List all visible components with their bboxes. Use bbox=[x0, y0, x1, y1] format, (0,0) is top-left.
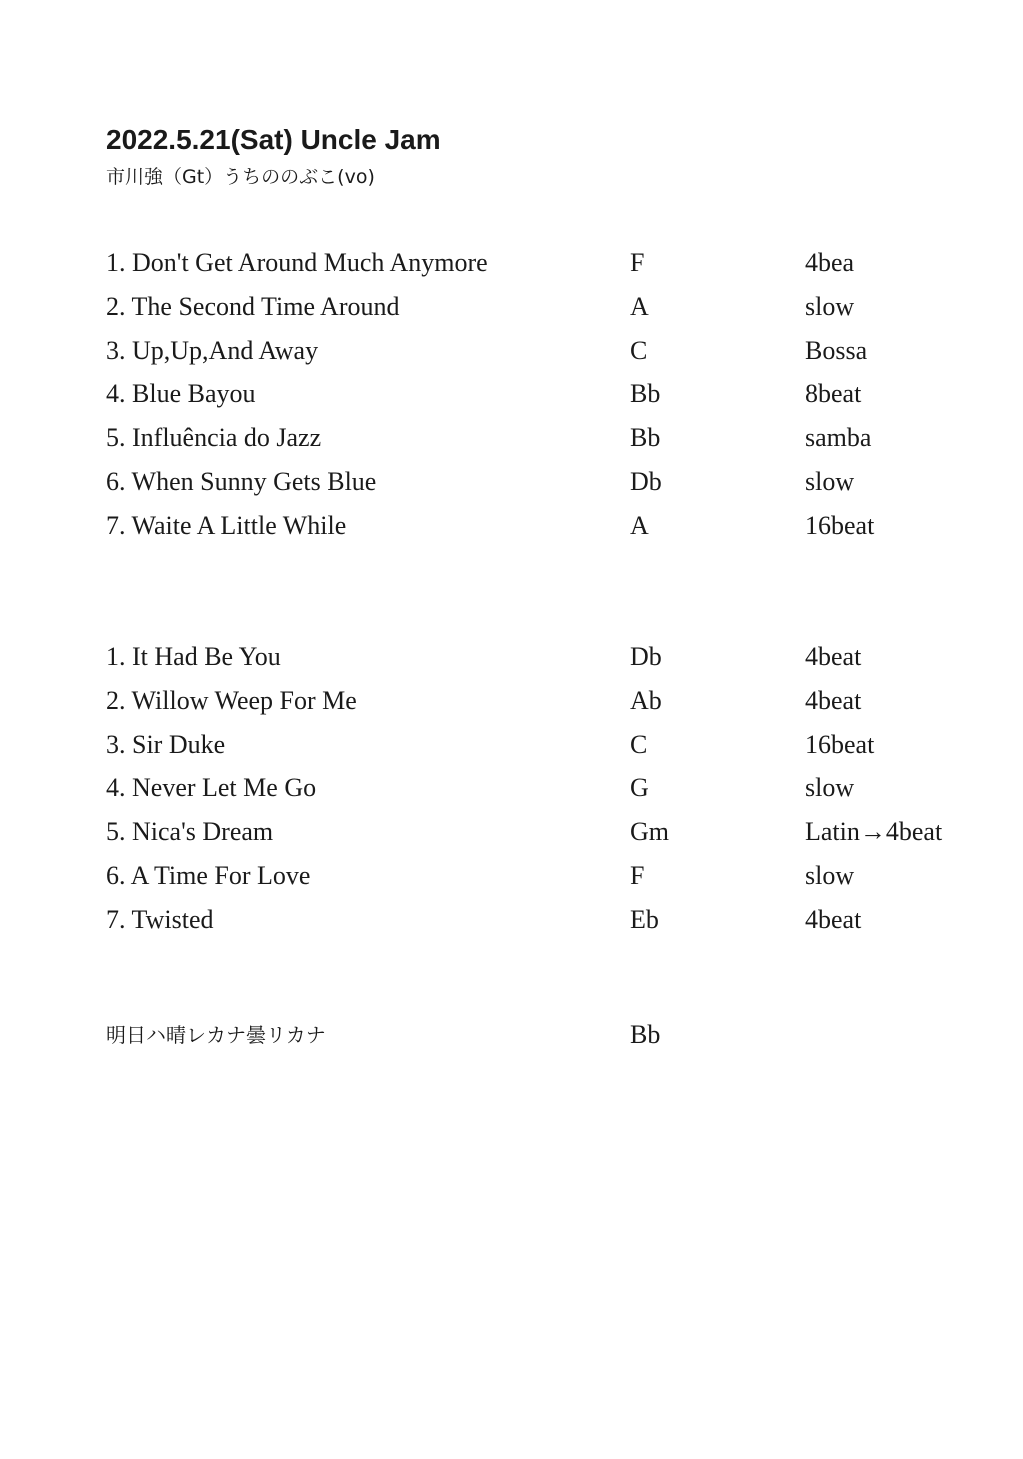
song-key: Db bbox=[630, 466, 662, 496]
song-key: F bbox=[630, 248, 645, 277]
song-title: 5. Influência do Jazz bbox=[106, 423, 322, 453]
song-rhythm: 4beat bbox=[805, 685, 862, 715]
song-title: 2. Willow Weep For Me bbox=[106, 685, 357, 715]
song-title: 7. Waite A Little While bbox=[106, 510, 347, 540]
song-row bbox=[106, 460, 1006, 504]
song-title: 6. When Sunny Gets Blue bbox=[106, 466, 377, 496]
setlist-first-set bbox=[106, 241, 1006, 548]
song-row bbox=[106, 679, 1006, 723]
song-row bbox=[106, 854, 1006, 898]
page-title: 2022.5.21(Sat) Uncle Jam bbox=[106, 124, 441, 155]
song-title: 2. The Second Time Around bbox=[106, 291, 400, 321]
song-key: C bbox=[630, 335, 648, 365]
song-rhythm: 4bea bbox=[805, 248, 855, 277]
encore-song-title: 明日ハ晴レカナ曇リカナ bbox=[106, 1023, 326, 1047]
song-rhythm: Latin→4beat bbox=[805, 817, 943, 847]
song-row bbox=[106, 723, 1006, 767]
song-key: Bb bbox=[630, 423, 661, 453]
song-key: Eb bbox=[630, 904, 659, 934]
song-title: 1. It Had Be You bbox=[106, 642, 281, 671]
song-rhythm: samba bbox=[805, 423, 872, 453]
song-key: A bbox=[630, 291, 649, 321]
song-title: 1. Don't Get Around Much Anymore bbox=[106, 248, 488, 277]
encore-song-row bbox=[106, 1013, 1006, 1057]
song-rhythm: 16beat bbox=[805, 510, 875, 540]
encore-song-key: Bb bbox=[630, 1020, 661, 1049]
song-key: A bbox=[630, 510, 649, 540]
setlist-second-set bbox=[106, 635, 1006, 942]
song-row bbox=[106, 372, 1006, 416]
song-rhythm: 4beat bbox=[805, 904, 862, 934]
song-rhythm: Bossa bbox=[805, 335, 868, 365]
song-key: G bbox=[630, 773, 649, 803]
song-title: 5. Nica's Dream bbox=[106, 817, 274, 847]
song-key: C bbox=[630, 729, 648, 759]
song-row bbox=[106, 898, 1006, 942]
song-row bbox=[106, 285, 1006, 329]
song-row bbox=[106, 329, 1006, 373]
song-rhythm: slow bbox=[805, 291, 855, 321]
song-key: Db bbox=[630, 642, 662, 671]
song-title: 3. Sir Duke bbox=[106, 729, 226, 759]
song-title: 7. Twisted bbox=[106, 904, 214, 934]
song-row bbox=[106, 416, 1006, 460]
song-row bbox=[106, 504, 1006, 548]
song-rhythm: 8beat bbox=[805, 379, 862, 409]
song-row bbox=[106, 635, 1006, 679]
song-title: 4. Never Let Me Go bbox=[106, 773, 317, 803]
performers-line: 市川強（Gt）うちののぶこ(vo) bbox=[106, 166, 375, 188]
song-rhythm: slow bbox=[805, 466, 855, 496]
song-rhythm: slow bbox=[805, 773, 855, 803]
song-key: Bb bbox=[630, 379, 661, 409]
song-key: Ab bbox=[630, 685, 662, 715]
song-row bbox=[106, 241, 1006, 285]
song-title: 3. Up,Up,And Away bbox=[106, 335, 319, 365]
song-rhythm: 16beat bbox=[805, 729, 875, 759]
song-key: F bbox=[630, 860, 645, 890]
song-title: 6. A Time For Love bbox=[106, 860, 311, 890]
song-rhythm: slow bbox=[805, 860, 855, 890]
song-title: 4. Blue Bayou bbox=[106, 379, 256, 409]
song-key: Gm bbox=[630, 817, 669, 847]
song-row bbox=[106, 810, 1006, 854]
song-rhythm: 4beat bbox=[805, 642, 862, 671]
song-row bbox=[106, 766, 1006, 810]
